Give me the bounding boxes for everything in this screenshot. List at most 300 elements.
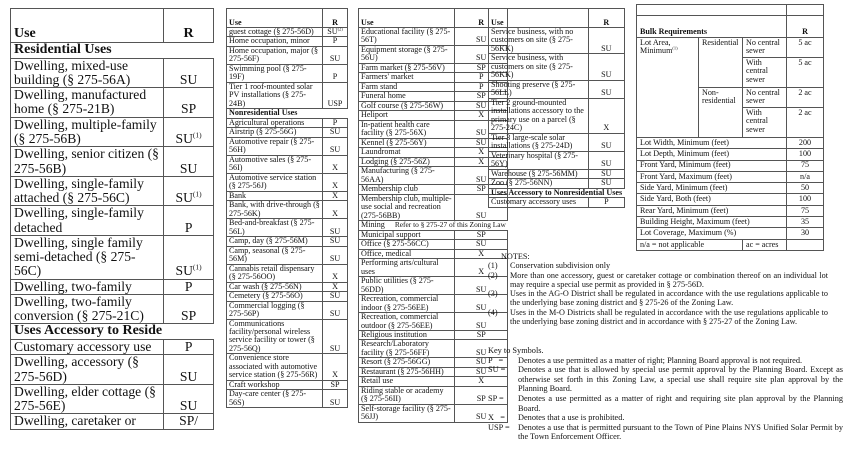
r-value: SU (476, 128, 487, 138)
bulk-value: 100 (787, 194, 824, 205)
r-value: SP/ (179, 413, 199, 429)
blank-cell (787, 5, 824, 16)
use-cell: Dwelling, two-family conversion (§ 275-21C) (11, 294, 164, 324)
section-row (11, 43, 214, 59)
r-value: SU (601, 70, 612, 80)
bulk-value: 50 (787, 183, 824, 194)
use-label: Mining (361, 220, 385, 230)
r-cell (323, 191, 348, 200)
key-definition: Denotes a use that is permitted pursuant to the Town of Pine Plains NYS Unified Solar Permit by the Town Enforcement Officer. (518, 422, 843, 442)
key-item (488, 394, 843, 413)
r-value: SU (476, 347, 487, 357)
use-cell: Lodging (§ 275-56Z) (359, 157, 455, 166)
use-cell: Kennel (§ 275-56Y) (359, 138, 455, 147)
bulk-value: 100 (787, 149, 824, 160)
res-no-sewer-value: 5 ac (787, 38, 824, 58)
r-value: SU (476, 412, 487, 422)
bulk-value: 30 (787, 228, 824, 239)
r-value: X (478, 376, 485, 386)
r-value: X (332, 163, 338, 173)
r-value: SP (476, 394, 486, 404)
note-text: Conservation subdivision only (510, 261, 611, 271)
r-header: R (787, 16, 824, 38)
key-heading: Key to Symbols. (488, 346, 544, 355)
use-cell: Dwelling, single-family attached (§ 275-56C) (11, 176, 164, 206)
table-row (359, 120, 508, 138)
bulk-value: 200 (787, 137, 824, 148)
table-row (359, 185, 508, 194)
r-value: X (332, 281, 338, 291)
r-value: USP (327, 98, 343, 108)
r-cell (589, 54, 625, 80)
note-text: Uses in the M-O Districts shall be regulated in accordance with the use regulations applicable to the underlying base zoning district and in accordance with § 275-27 of the Zoning Law. (510, 307, 828, 326)
r-value: SU (601, 141, 612, 151)
use-cell: Farm stand (359, 82, 455, 91)
r-value: SP (476, 62, 486, 72)
table-row (359, 28, 508, 46)
use-cell: Home occupation, minor (227, 37, 323, 46)
r-value: X (603, 123, 610, 133)
r-value: X (332, 272, 338, 282)
table-row (227, 301, 348, 319)
bulk-row (637, 217, 824, 228)
table-row (11, 58, 214, 88)
use-cell: Automotive sales (§ 275-56I) (227, 155, 323, 173)
r-value: X (332, 370, 338, 380)
note-number: (1) (488, 261, 498, 271)
r-value: X (478, 266, 485, 276)
use-cell: Dwelling, multiple-family (§ 275-56B) (11, 117, 164, 147)
table-body (359, 28, 508, 423)
bulk-row (637, 149, 824, 160)
use-cell: Educational facility (§ 275-56T) (359, 28, 455, 46)
use-cell: Warehouse (§ 275-56MM) (489, 169, 589, 178)
use-header: Use (227, 9, 323, 28)
r-value: SU (476, 284, 487, 294)
table-body (489, 28, 625, 208)
table-row (359, 404, 508, 422)
lot-area-row (637, 38, 824, 58)
key-item (488, 365, 843, 394)
table-row (359, 148, 508, 157)
use-cell: Tier 1 roof-mounted solar PV installations (§ 275-24B) (227, 82, 323, 108)
r-header: R (164, 9, 214, 43)
table-row (227, 246, 348, 264)
r-cell (164, 355, 214, 385)
r-cell (323, 201, 348, 219)
r-value: SU (476, 239, 487, 249)
use-cell: Service business, with no customers on site (§ 275-56KK) (489, 28, 589, 54)
r-cell (323, 82, 348, 108)
use-cell: Bank (227, 191, 323, 200)
table-body (11, 43, 214, 430)
bulk-row (637, 228, 824, 239)
table-row (227, 201, 348, 219)
r-cell (323, 37, 348, 46)
section-row (227, 109, 348, 118)
table-row (11, 176, 214, 206)
r-header: R (323, 9, 348, 28)
r-cell (164, 88, 214, 118)
r-cell (164, 58, 214, 88)
table-row (359, 240, 508, 249)
table-row (227, 354, 348, 380)
r-value: SU (476, 100, 487, 110)
use-cell: Tier 2 ground-mounted installations accessory to the primary use on a parcel (§ 275-24C) (489, 98, 589, 133)
r-cell (164, 279, 214, 294)
table-row (227, 173, 348, 191)
table-row (359, 194, 508, 220)
use-cell: Dwelling, caretaker or (11, 414, 164, 429)
bulk-label: Side Yard, Both (feet) (637, 194, 787, 205)
notes-heading: NOTES: (501, 252, 530, 261)
header-row (11, 9, 214, 43)
use-cell: Commercial logging (§ 275-56P) (227, 301, 323, 319)
table-row (359, 45, 508, 63)
table-row (227, 219, 348, 237)
note-item (488, 261, 828, 270)
r-value: P (332, 72, 338, 82)
r-cell (323, 46, 348, 64)
with-sewer-label: With central sewer (743, 57, 787, 87)
r-value: SU (601, 159, 612, 169)
key-item (488, 423, 843, 442)
bulk-value: 35 (787, 217, 824, 228)
r-cell (323, 292, 348, 301)
key-to-symbols (488, 346, 843, 442)
r-value: SU (476, 35, 487, 45)
use-cell: Car wash (§ 275-56N) (227, 282, 323, 291)
use-cell: Cemetery (§ 275-56O) (227, 292, 323, 301)
use-cell: Bank, with drive-through (§ 275-56K) (227, 201, 323, 219)
use-cell: Public utilities (§ 275-56DD) (359, 277, 455, 295)
use-cell: Dwelling, two-family (11, 279, 164, 294)
footnote-ref: (1) (192, 262, 202, 272)
table-row (359, 295, 508, 313)
use-cell: Dwelling, senior citizen (§ 275-56B) (11, 147, 164, 177)
table-row (227, 82, 348, 108)
table-row (227, 264, 348, 282)
r-value: P (184, 219, 193, 235)
r-cell (323, 301, 348, 319)
use-cell: Dwelling, single family semi-detached (§ 275-56C) (11, 235, 164, 279)
use-cell: Farm market (§ 275-56V) (359, 63, 455, 72)
key-symbol: P = (488, 355, 504, 365)
bulk-row (637, 171, 824, 182)
use-table-3 (358, 8, 508, 423)
use-cell: Zoo (§ 275-56NN) (489, 179, 589, 188)
r-value: SP (476, 184, 486, 194)
use-cell: Religious institution (359, 330, 455, 339)
table-row (227, 319, 348, 354)
r-value: SU (476, 174, 487, 184)
table-row (11, 235, 214, 279)
r-value: SU (179, 71, 198, 87)
table-row (359, 377, 508, 386)
r-value: SU (329, 127, 341, 137)
use-cell: Agricultural operations (227, 118, 323, 127)
table-row (489, 80, 625, 98)
section-title: Uses Accessory to Nonresidential Uses (489, 188, 625, 197)
table-row (11, 414, 214, 429)
r-value: P (478, 81, 484, 91)
use-cell: Camp, seasonal (§ 275-56M) (227, 246, 323, 264)
r-value: P (332, 117, 338, 127)
table-row (359, 340, 508, 358)
key-symbol: SU = (488, 365, 506, 375)
r-value: SP (476, 329, 486, 339)
table-row (227, 137, 348, 155)
note-item (488, 308, 828, 327)
r-cell (164, 206, 214, 236)
r-value: SU (329, 226, 341, 236)
r-cell (323, 155, 348, 173)
use-cell: Day-care center (§ 275-56S) (227, 390, 323, 408)
table-row (489, 179, 625, 188)
r-value: SU (329, 291, 341, 301)
bulk-label: Lot Width, Minimum (feet) (637, 137, 787, 148)
use-cell: Performing arts/cultural uses (359, 259, 455, 277)
r-header: R (589, 9, 625, 28)
use-cell: Riding stable or academy (§ 275-56II) (359, 386, 455, 404)
use-cell: Membership club (359, 185, 455, 194)
nonres-no-sewer-value: 2 ac (787, 87, 824, 107)
use-cell: Restaurant (§ 275-56HH) (359, 367, 455, 376)
r-value: X (332, 181, 338, 191)
bulk-row (637, 194, 824, 205)
table-row (227, 292, 348, 301)
use-table-residential (10, 8, 214, 430)
bulk-row (637, 205, 824, 216)
table-row (227, 237, 348, 246)
section-title: Residential Uses (11, 43, 214, 59)
note-item (488, 271, 828, 290)
r-cell (323, 128, 348, 137)
key-symbol: USP = (488, 422, 510, 432)
r-cell (323, 219, 348, 237)
use-cell: Dwelling, mixed-use building (§ 275-56A) (11, 58, 164, 88)
key-item (488, 413, 843, 423)
no-sewer-label: No central sewer (743, 87, 787, 107)
r-cell (323, 390, 348, 408)
r-cell (323, 64, 348, 82)
use-cell: Recreation, commercial outdoor (§ 275-56EE) (359, 313, 455, 331)
r-value: SU (329, 397, 341, 407)
table-row (227, 390, 348, 408)
r-value: SU (601, 88, 612, 98)
table-row (11, 117, 214, 147)
r-cell (589, 179, 625, 188)
use-header: Use (489, 9, 589, 28)
use-cell: Research/Laboratory facility (§ 275-56FF) (359, 340, 455, 358)
key-definition: Denotes a use permitted as a matter of right and requiring site plan approval by the Planning Board. (518, 394, 843, 413)
use-cell: Self-storage facility (§ 275-56JJ) (359, 404, 455, 422)
use-cell: Farmers' market (359, 73, 455, 82)
r-header: R (455, 9, 508, 28)
bulk-footer-row (637, 239, 824, 250)
header-row (637, 16, 824, 38)
use-cell: Home occupation, major (§ 275-56F) (227, 46, 323, 64)
r-cell (323, 246, 348, 264)
use-cell: Bed-and-breakfast (§ 275-56L) (227, 219, 323, 237)
table-row (359, 73, 508, 82)
use-cell: In-patient health care facility (§ 275-56X) (359, 120, 455, 138)
use-cell: Convenience store associated with automotive service station (§ 275-56R) (227, 354, 323, 380)
use-cell: Airstrip (§ 275-56G) (227, 128, 323, 137)
table-row (489, 151, 625, 169)
r-cell (589, 198, 625, 207)
use-cell: Dwelling, accessory (§ 275-56D) (11, 355, 164, 385)
r-value: SU (476, 137, 487, 147)
use-cell: Customary accessory uses (489, 198, 589, 207)
bulk-value: 75 (787, 205, 824, 216)
r-value: SU (601, 43, 612, 53)
use-cell: Camp, day (§ 275-56M) (227, 237, 323, 246)
use-cell: Dwelling, elder cottage (§ 275-56E) (11, 384, 164, 414)
use-cell: Resort (§ 275-56GG) (359, 358, 455, 367)
use-cell: Cannabis retail dispensary (§ 275-56OO) (227, 264, 323, 282)
use-cell: Communications facility/personal wireless service facility or tower (§ 275-56Q) (227, 319, 323, 354)
use-cell: Tier 3 large-scale solar installations (§ 275-24D) (489, 133, 589, 151)
r-value: SU (476, 357, 487, 367)
nonres-with-sewer-value: 2 ac (787, 107, 824, 137)
r-value: SU (329, 343, 341, 353)
footnote-ref: (1) (192, 189, 202, 199)
table-row (11, 355, 214, 385)
r-value: SU (601, 168, 612, 178)
use-header: Use (359, 9, 455, 28)
key-definition: Denotes a use that is allowed by special use permit approval by the Planning Board. Except as otherwise set forth in this Zoning Law, a special use shall require site plan approval by the Planning Board. (518, 365, 843, 394)
note-item (488, 289, 828, 308)
bulk-label: Building Height, Maximum (feet) (637, 217, 787, 228)
key-definition: Denotes that a use is prohibited. (518, 413, 625, 423)
r-cell (164, 235, 214, 279)
r-value: SU (329, 254, 341, 264)
bulk-row (637, 183, 824, 194)
use-table-4 (488, 8, 625, 208)
use-cell: Recreation, commercial indoor (§ 275-56EE) (359, 295, 455, 313)
r-cell (164, 294, 214, 324)
use-cell: Office (§ 275-56CC) (359, 240, 455, 249)
use-cell: Golf course (§ 275-56W) (359, 101, 455, 110)
use-cell: Shooting preserve (§ 275-56LL) (489, 80, 589, 98)
r-value: X (478, 110, 485, 120)
r-value: SU (179, 398, 198, 414)
table-row (489, 28, 625, 54)
r-value: SU (476, 320, 487, 330)
residential-label: Residential (699, 38, 743, 88)
use-cell: guest cottage (§ 275-56D) (227, 28, 323, 37)
use-cell: Membership club, multiple-use social and recreation (275-56BB) (359, 194, 455, 220)
r-cell (164, 117, 214, 147)
table-row (11, 340, 214, 355)
ac-legend: ac = acres (743, 239, 787, 250)
r-value: SU (476, 53, 487, 63)
r-cell (164, 176, 214, 206)
bulk-label: Rear Yard, Minimum (feet) (637, 205, 787, 216)
na-legend: n/a = not applicable (637, 239, 743, 250)
bulk-row (637, 160, 824, 171)
use-cell: Manufacturing (§ 275-56AA) (359, 167, 455, 185)
footnote-ref: (1) (192, 130, 202, 140)
use-cell: Automotive repair (§ 275-56H) (227, 137, 323, 155)
header-row (359, 9, 508, 28)
blank-cell (637, 5, 787, 16)
res-with-sewer-value: 5 ac (787, 57, 824, 87)
table-row (11, 88, 214, 118)
use-cell: Craft workshop (227, 380, 323, 389)
table-row (11, 147, 214, 177)
table-row (359, 111, 508, 120)
table-row (359, 386, 508, 404)
r-cell (323, 380, 348, 389)
r-cell (589, 28, 625, 54)
r-cell (323, 354, 348, 380)
mining-reference: Refer to § 275-27 of this Zoning Law (394, 220, 506, 230)
bulk-row (637, 137, 824, 148)
table-row (489, 133, 625, 151)
key-symbol: SP = (488, 394, 504, 404)
r-value: P (478, 72, 484, 82)
table-row (227, 128, 348, 137)
r-cell (323, 264, 348, 282)
table-row (11, 206, 214, 236)
header-row (227, 9, 348, 28)
r-cell (164, 340, 214, 355)
use-cell: Funeral home (359, 92, 455, 101)
table-row (489, 54, 625, 80)
use-cell: Customary accessory use (11, 340, 164, 355)
r-cell (323, 173, 348, 191)
r-cell (589, 98, 625, 133)
r-value: X (332, 190, 338, 200)
bulk-label: Lot Depth, Minimum (feet) (637, 149, 787, 160)
r-cell (164, 147, 214, 177)
r-value: SU (175, 190, 193, 206)
table-row (11, 294, 214, 324)
r-value: SU (329, 54, 341, 64)
r-value: SP (181, 308, 197, 324)
use-cell: Heliport (359, 111, 455, 120)
r-cell (323, 137, 348, 155)
table-row (359, 259, 508, 277)
header-row (489, 9, 625, 28)
use-cell: Dwelling, single-family detached (11, 206, 164, 236)
nonresidential-label: Non-residential (699, 87, 743, 137)
r-value: X (478, 248, 485, 258)
table-row (11, 279, 214, 294)
bulk-label: Front Yard, Maximum (feet) (637, 171, 787, 182)
bulk-label: Front Yard, Minimum (feet) (637, 160, 787, 171)
r-value: X (478, 147, 485, 157)
bulk-label: Lot Coverage, Maximum (%) (637, 228, 787, 239)
note-text: Uses in the AG-O District shall be regulated in accordance with the use regulations applicable to the underlying base zoning district and § 275-26 of the Zoning Law. (510, 289, 828, 308)
r-value: SU (601, 178, 612, 188)
r-value: SU (476, 302, 487, 312)
note-text: More than one accessory, guest or caretaker cottage or combination thereof on an individual lot may require a special use permit as provided in § 275-56D. (510, 270, 828, 289)
blank-row (637, 5, 824, 16)
use-cell: Laundromat (359, 148, 455, 157)
use-header: Use (11, 9, 164, 43)
bulk-label: Side Yard, Minimum (feet) (637, 183, 787, 194)
r-value: P (332, 36, 338, 46)
section-row (11, 324, 214, 340)
table-row (227, 46, 348, 64)
r-value: SU (175, 263, 193, 279)
notes-section (488, 252, 828, 326)
section-title: Uses Accessory to Reside (11, 324, 214, 340)
note-number: (4) (488, 307, 498, 317)
